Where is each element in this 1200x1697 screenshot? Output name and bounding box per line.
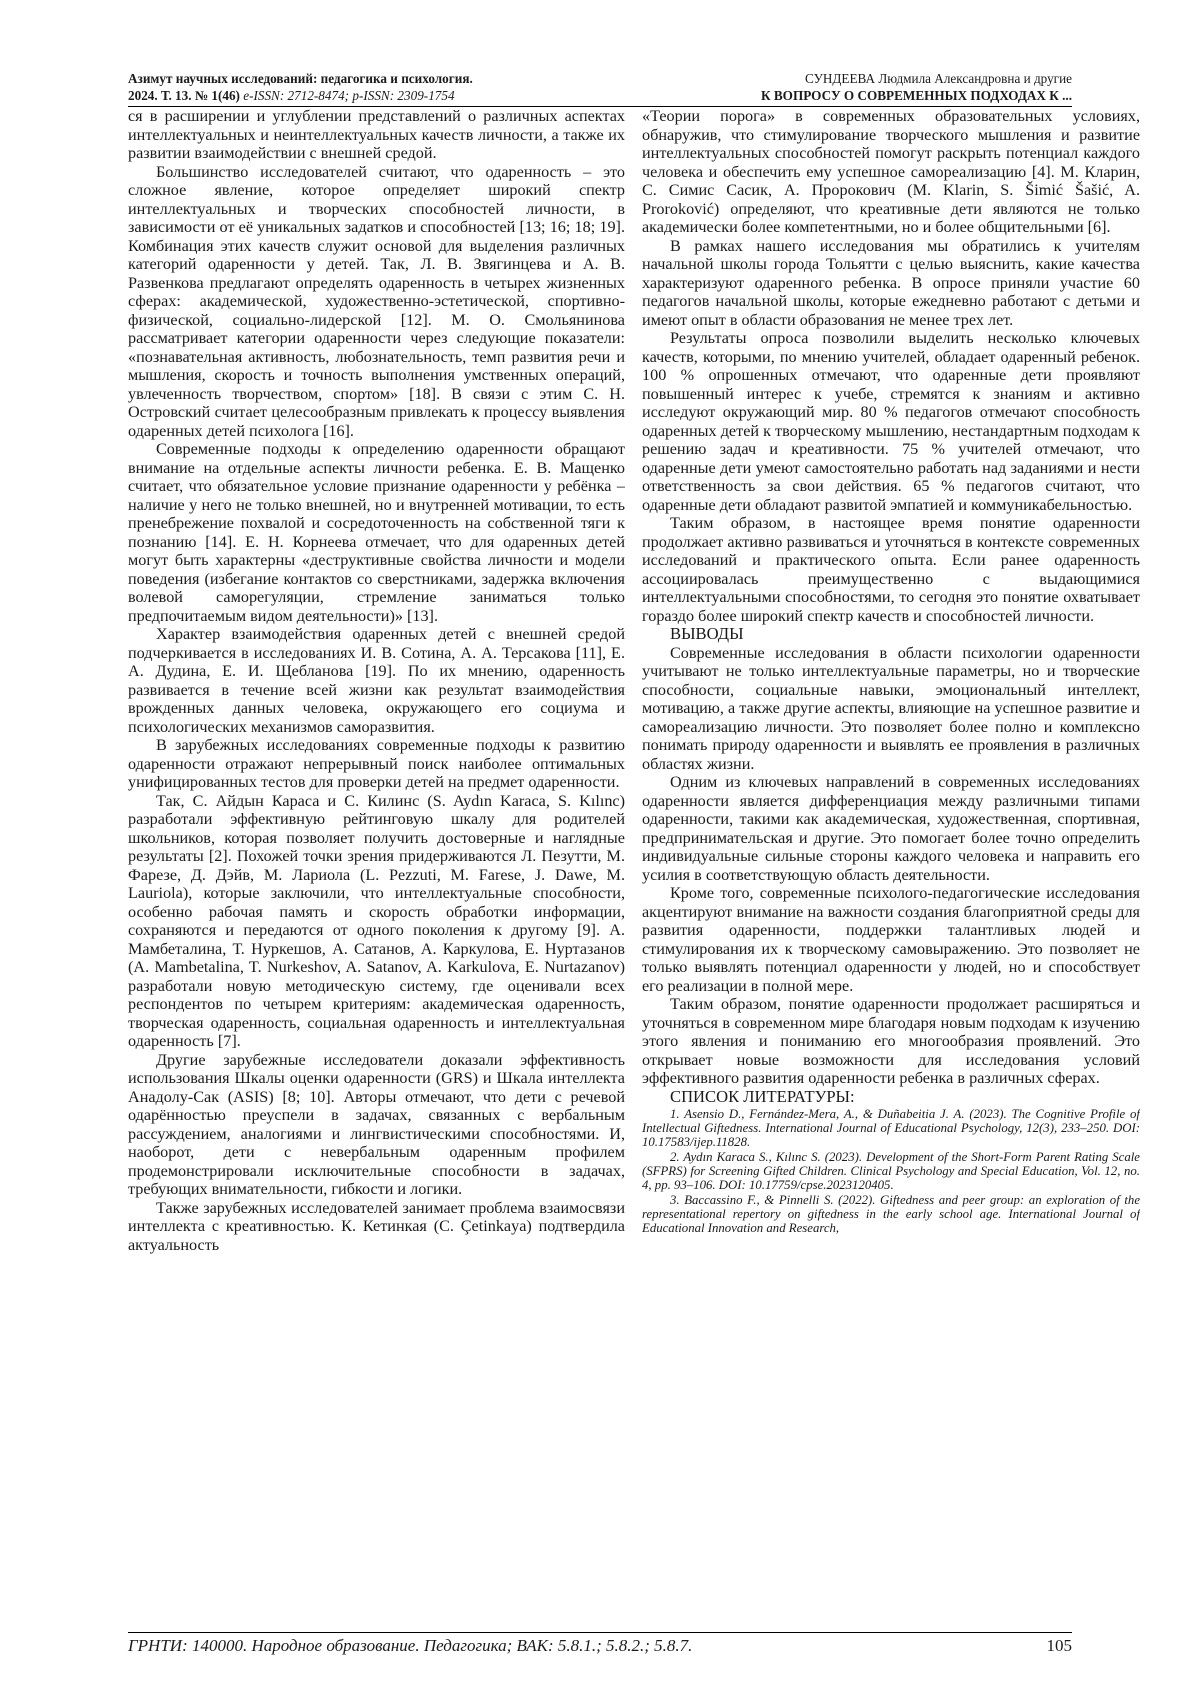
paragraph: В зарубежных исследованиях современные подходы к развитию одаренности отражают непрерывный поиск наиболее оптимальных унифицированных тестов для проверки детей на предмет одаренности. <box>128 736 625 791</box>
paragraph: Кроме того, современные психолого-педагогические исследования акцентируют внимание на важности создания благоприятной среды для развития одаренности, поддержки талантливых людей и стимулирования их к творческому самовыражению. Это позволяет не только выявлять потенциал одаренности у людей, но и способствует его реализации в полной мере. <box>642 884 1140 995</box>
paragraph: Таким образом, понятие одаренности продолжает расширяться и уточняться в современном мире благодаря новым подходам к изучению этого явления и пониманию его многообразия проявлений. Это открывает новые возможности для исследования условий эффективного развития одаренности ребенка в различных сферах. <box>642 995 1140 1087</box>
paragraph: Большинство исследователей считают, что одаренность – это сложное явление, которое определяет широкий спектр интеллектуальных и творческих способностей личности, в зависимости от её уникальных задатков и способностей [13; 16; 18; 19]. Комбинация этих качеств служит основой для выделения различных категорий одаренности у детей. Так, Л. В. Звягинцева и А. В. Развенкова предлагают определять одаренность в четырех жизненных сферах: академической, художественно-эстетической, спортивно-физической, социально-лидерской [12]. М. О. Смольянинова рассматривает категории одаренности через следующие показатели: «познавательная активность, любознательность, темп развития речи и мышления, скорость и точность выполнения умственных операций, увлеченность творчеством, спортом» [18]. В связи с этим С. Н. Островский считает целесообразным привлекать к процессу выявления одаренных детей психолога [16]. <box>128 162 625 440</box>
paragraph: ся в расширении и углублении представлений о различных аспектах интеллектуальных и неинтеллектуальных качеств личности, а также их развитии взаимодействии с внешней средой. <box>128 107 625 162</box>
paragraph: Другие зарубежные исследователи доказали эффективность использования Шкалы оценки одаренности (GRS) и Шкала интеллекта Анадолу-Сак (ASIS) [8; 10]. Авторы отмечают, что дети с речевой одарённостью преуспели в задачах, связанных с вербальным рассуждением, аналогиями и лингвистическими способностями. И, наоборот, дети с невербальным одаренным профилем продемонстрировали исключительные способности в задачах, требующих внимательности, гибкости и логики. <box>128 1050 625 1198</box>
paragraph: Характер взаимодействия одаренных детей с внешней средой подчеркивается в исследованиях И. В. Сотина, А. А. Терсакова [11], Е. А. Дудина, Е. И. Щебланова [19]. По их мнению, одаренность развивается в течение всей жизни как результат взаимодействия врожденных данных человека, окружающего его социума и психологических механизмов саморазвития. <box>128 625 625 736</box>
header-article-info <box>761 70 1072 104</box>
paragraph: Результаты опроса позволили выделить несколько ключевых качеств, которыми, по мнению учителей, обладает одаренный ребенок. 100 % опрошенных отмечают, что одаренные дети проявляют повышенный интерес к учебе, стремятся к знаниям и активно исследуют окружающий мир. 80 % педагогов отмечают способность одаренных детей к творческому мышлению, нестандартным подходам к решению задач и креативности. 75 % учителей отмечают, что одаренные дети умеют самостоятельно работать над заданиями и нести ответственность за свои действия. 65 % педагогов считают, что одаренные дети обладают развитой эмпатией и коммуникабельностью. <box>642 329 1140 514</box>
reference-item: 3. Baccassino F., & Pinnelli S. (2022). Giftedness and peer group: an exploration of the representational repertory on giftedness in the early school age. International Journal of Educational Innovation and Research, <box>642 1193 1140 1235</box>
left-column <box>128 107 625 1634</box>
journal-issn: e-ISSN: 2712-8474; p-ISSN: 2309-1754 <box>243 88 455 103</box>
paragraph: Современные исследования в области психологии одаренности учитывают не только интеллектуальные параметры, но и творческие способности, социальные навыки, эмоциональный интеллект, мотивацию, а также другие аспекты, влияющие на успешное развитие и самореализацию личности. Это позволяет более полно и комплексно понимать природу одаренности и выявлять ее проявления в различных областях жизни. <box>642 643 1140 773</box>
journal-volume: 2024. Т. 13. № 1(46) <box>128 88 240 103</box>
right-column <box>642 107 1140 1634</box>
paragraph: В рамках нашего исследования мы обратились к учителям начальной школы города Тольятти с целью выяснить, какие качества характеризуют одаренного ребенка. В опросе приняли участие 60 педагогов начальной школы, которые ежедневно работают с детьми и имеют опыт в области образования не менее трех лет. <box>642 236 1140 329</box>
reference-item: 1. Asensio D., Fernández-Mera, A., & Duñabeitia J. A. (2023). The Cognitive Profile of Intellectual Giftedness. International Journal of Educational Psychology, 12(3), 233–250. DOI: 10.17583/ijep.11828. <box>642 1107 1140 1149</box>
paragraph: Также зарубежных исследователей занимает проблема взаимосвязи интеллекта с креативностью. К. Кетинкая (C. Çetinkaya) подтвердила актуальность <box>128 1198 625 1254</box>
classification-codes: ГРНТИ: 140000. Народное образование. Педагогика; ВАК: 5.8.1.; 5.8.2.; 5.8.7. <box>128 1636 693 1655</box>
paragraph: Таким образом, в настоящее время понятие одаренности продолжает активно развиваться и уточняться в контексте современных исследований и практического опыта. Если ранее одаренность ассоциировалась преимущественно с выдающимися интеллектуальными способностями, то сегодня это понятие охватывает гораздо более широкий спектр качеств и способностей личности. <box>642 514 1140 625</box>
page-number: 105 <box>1046 1636 1072 1655</box>
references-heading: СПИСОК ЛИТЕРАТУРЫ: <box>670 1086 855 1106</box>
paragraph: Современные подходы к определению одаренности обращают внимание на отдельные аспекты личности ребенка. Е. В. Мащенко считает, что обязательное условие признание одаренности у ребёнка – наличие у него не только внешней, но и внутренней мотивации, то есть пренебрежение похвалой и сосредоточенность на собственной тяги к познанию [14]. Е. Н. Корнеева отмечает, что для одаренных детей могут быть характерны «деструктивные свойства личности и модели поведения (избегание контактов со сверстниками, задержка включения волевой саморегуляции, стремление заниматься только предпочитаемым видом деятельности)» [13]. <box>128 440 625 625</box>
conclusions-heading: ВЫВОДЫ <box>670 624 744 643</box>
paragraph: Одним из ключевых направлений в современных исследованиях одаренности является дифференциация между различными типами одаренности, такими как академическая, художественная, спортивная, предпринимательская и другие. Это помогает более точно определить индивидуальные сильные стороны каждого человека и направить его усилия в соответствующую область деятельности. <box>642 773 1140 884</box>
paragraph: Так, С. Айдын Караса и С. Килинс (S. Aydın Karaca, S. Kılınc) разработали эффективную рейтинговую шкалу для родителей школьников, которая позволяет получить достоверные и наглядные результаты [2]. Похожей точки зрения придерживаются Л. Пезутти, М. Фарезе, Д. Дэйв, М. Лариола (L. Pezzuti, M. Farese, J. Dawe, M. Lauriola), которые заключили, что интеллектуальные способности, особенно рабочая память и скорость обработки информации, сохраняются и передаются от одного поколения к другому [9]. А. Мамбеталина, Т. Нуркешов, А. Сатанов, А. Каркулова, Е. Нуртазанов (A. Mambetalina, T. Nurkeshov, A. Satanov, A. Karkulova, E. Nurtazanov) разработали новую методическую систему, где оценивали всех респондентов по четырем критериям: академическая одаренность, творческая одаренность, социальная одаренность и интеллектуальная одаренность [7]. <box>128 791 625 1050</box>
running-header <box>128 70 1072 106</box>
article-title-short: К ВОПРОСУ О СОВРЕМЕННЫХ ПОДХОДАХ К ... <box>761 88 1072 103</box>
reference-item: 2. Aydın Karaca S., Kılınc S. (2023). Development of the Short-Form Parent Rating Scale (SFPRS) for Screening Gifted Children. Clinical Psychology and Special Education, Vol. 12, no. 4, pp. 93–106. DOI: 10.17759/cpse.2023120405. <box>642 1150 1140 1192</box>
journal-title: Азимут научных исследований: педагогика и психология. <box>128 71 473 86</box>
header-journal-info <box>128 70 473 104</box>
article-author: СУНДЕЕВА Людмила Александровна и другие <box>804 71 1072 86</box>
footer-divider <box>128 1632 1072 1633</box>
paragraph: «Теории порога» в современных образовательных условиях, обнаружив, что стимулирование творческого мышления и развитие интеллектуальных способностей помогут раскрыть потенциал каждого человека и обеспечить ему успешное самореализацию [4]. М. Кларин, С. Симис Сасик, А. Пророкович (M. Klarin, S. Šimić Šašić, A. Proroković) определяют, что креативные дети являются не только академически более компетентными, но и более общительными [6]. <box>642 107 1140 236</box>
